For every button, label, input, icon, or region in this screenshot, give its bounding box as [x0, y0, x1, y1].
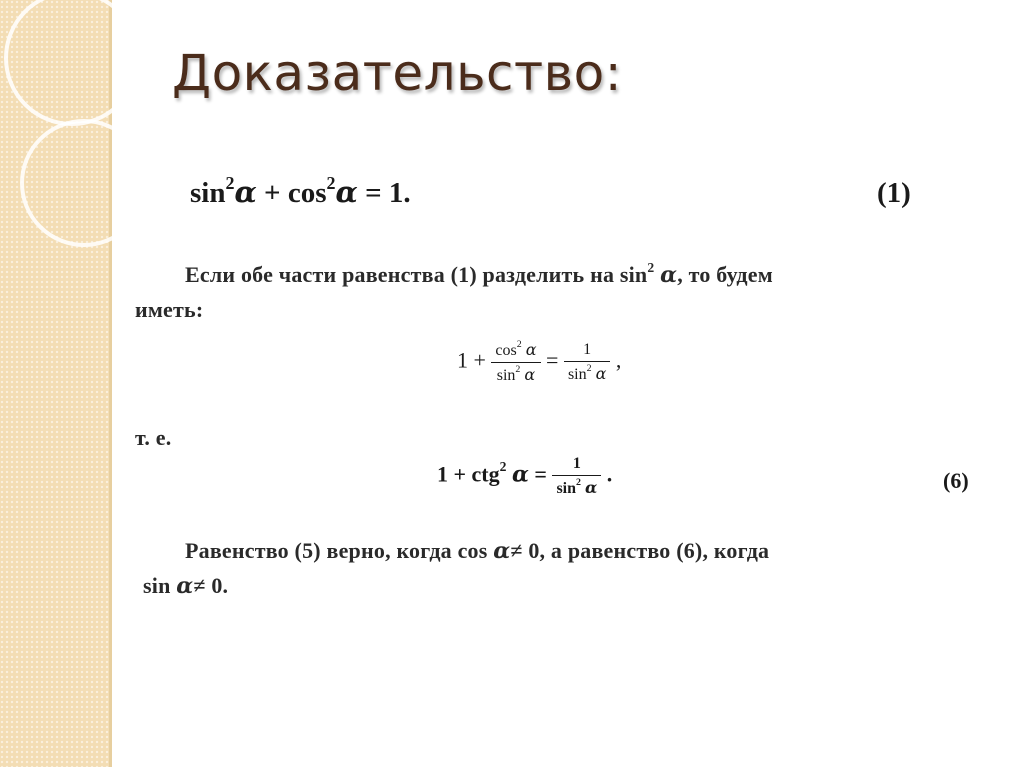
paragraph-1-line-2: иметь:	[135, 297, 204, 322]
eq2-fraction-left: $\frac{\cos^2 \alpha}{\sin^2 \alpha}$	[491, 340, 540, 385]
paragraph-1-line-1: Если обе части равенства (1) разделить на $\sin^2 \alpha$, то будем	[185, 259, 773, 288]
equation-6-number: (6)	[943, 468, 969, 493]
paragraph-2-line-1: Равенство (5) верно, когда cos α≠ 0, а равенство (6), когда	[185, 538, 770, 564]
eq1-plus: +	[264, 177, 281, 209]
equation-6: 1 + ctg$^2$ α = $\frac{1}{\sin^2 \alpha}$ .	[437, 455, 613, 497]
eq2-fraction-right: $\frac{1}{\sin^2 \alpha}$	[564, 341, 610, 384]
eq1-sin: sin	[190, 177, 226, 209]
equation-1: $\sin^2\alpha + \cos^2\alpha = 1$.	[190, 172, 411, 209]
paragraph-2-line-2: sin α≠ 0.	[143, 573, 229, 599]
eq1-rhs: = 1.	[365, 177, 411, 209]
equation-2: 1 + $\frac{\cos^2 \alpha}{\sin^2 \alpha}$ = $\frac{1}{\sin^2 \alpha}$ ,	[457, 339, 622, 384]
eq6-fraction: $\frac{1}{\sin^2 \alpha}$	[552, 455, 601, 498]
proof-content	[135, 160, 995, 620]
that-is-label: т. е.	[135, 425, 172, 450]
equation-1-number: (1)	[877, 177, 911, 209]
decorative-rings	[0, 0, 140, 280]
eq1-cos: cos	[287, 177, 327, 209]
page-title: Доказательство:	[172, 44, 623, 102]
